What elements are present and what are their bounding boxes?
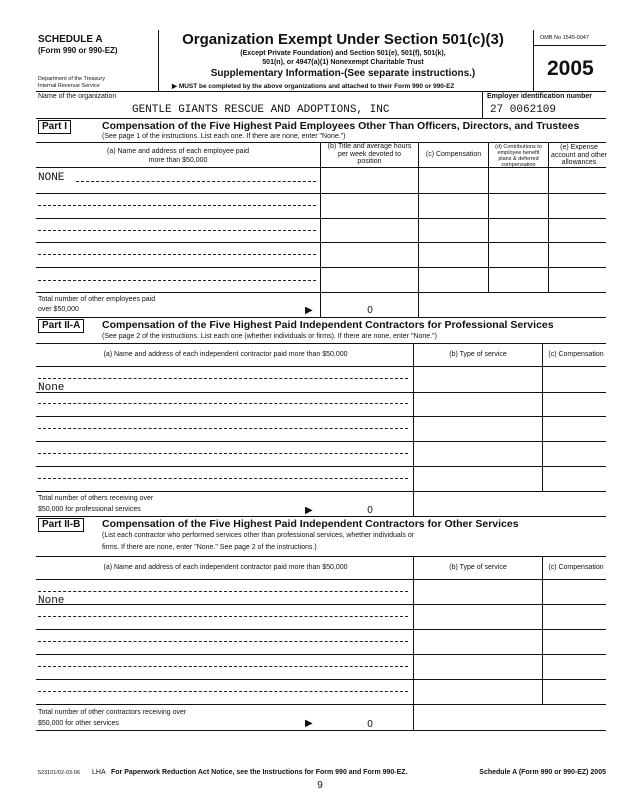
- part-iia-total-value: 0: [367, 505, 373, 516]
- form-title: Organization Exempt Under Section 501(c)(3): [182, 31, 504, 48]
- part-iia-col-a-header: (a) Name and address of each independent contractor paid more than $50,000: [103, 351, 348, 358]
- part-i-tag: Part I: [38, 120, 71, 134]
- part-i-col-e-header: (e) Expense account and other allowances: [550, 144, 608, 166]
- part-iia-total-label-2: $50,000 for professional services: [38, 506, 141, 513]
- footer-code: 523101/02-03-06: [38, 770, 80, 776]
- part-iib-tag: Part II-B: [38, 518, 84, 532]
- part-iib-total-label-1: Total number of other contractors receiving over: [38, 709, 187, 716]
- part-i-col-b-header: (b) Title and average hours per week devoted to position: [327, 143, 412, 165]
- part-i-total-label-1: Total number of other employees paid: [38, 296, 156, 303]
- schedule-label: SCHEDULE A: [38, 34, 103, 45]
- page-number: 9: [317, 780, 323, 791]
- subtitle-line-1: (Except Private Foundation) and Section 501(e), 501(f), 501(k),: [240, 50, 446, 57]
- part-iia-tag: Part II-A: [38, 319, 84, 333]
- part-iib-col-b-header: (b) Type of service: [449, 564, 507, 571]
- omb-number: OMB No 1545-0047: [540, 35, 589, 41]
- org-name: GENTLE GIANTS RESCUE AND ADOPTIONS, INC: [132, 104, 390, 116]
- footer-notice: For Paperwork Reduction Act Notice, see the Instructions for Form 990 and Form 990-EZ.: [111, 769, 408, 776]
- part-i-col-d-header: (d) Contributions to employee benefit plans & deferred compensation: [495, 144, 542, 168]
- part-iib-total-value: 0: [367, 719, 373, 730]
- part-iia-entry: None: [38, 382, 65, 394]
- part-iib-title: Compensation of the Five Highest Paid Independent Contractors for Other Services: [102, 518, 519, 530]
- subtitle-line-2: 501(n), or 4947(a)(1) Nonexempt Charitable Trust: [262, 59, 424, 66]
- tax-year: 2005: [547, 57, 594, 80]
- arrow-right-icon: ▶: [305, 305, 313, 316]
- subtitle-line-4: ▶ MUST be completed by the above organizations and attached to their Form 990 or 990-EZ: [172, 83, 455, 90]
- part-iib-col-a-header: (a) Name and address of each independent contractor paid more than $50,000: [103, 564, 348, 571]
- footer-lha: LHA: [92, 769, 106, 776]
- arrow-right-icon: ▶: [172, 83, 177, 90]
- ein-label: Employer identification number: [487, 93, 593, 100]
- part-i-col-c-header: (c) Compensation: [425, 151, 482, 158]
- arrow-right-icon: ▶: [305, 718, 313, 729]
- form-reference: (Form 990 or 990-EZ): [38, 46, 118, 55]
- part-iia-title: Compensation of the Five Highest Paid Independent Contractors for Professional Services: [102, 319, 554, 331]
- part-iia-col-c-header: (c) Compensation: [548, 351, 604, 358]
- part-iib-total-label-2: $50,000 for other services: [38, 720, 119, 727]
- part-iib-entry: None: [38, 595, 65, 607]
- ein-value: 27 0062109: [490, 104, 557, 116]
- part-i-total-value: 0: [367, 305, 373, 316]
- part-i-total-label-2: over $50,000: [38, 306, 79, 313]
- department-label: Department of the Treasury: [38, 76, 105, 82]
- part-iib-note-2: firms. If there are none, enter "None." See page 2 of the instructions.): [102, 544, 317, 551]
- irs-label: Internal Revenue Service: [38, 83, 100, 89]
- part-iia-total-label-1: Total number of others receiving over: [38, 495, 154, 502]
- subtitle-line-3: Supplementary Information-(See separate instructions.): [210, 68, 476, 79]
- part-i-entry: NONE: [38, 172, 65, 184]
- footer-form: Schedule A (Form 990 or 990-EZ) 2005: [479, 769, 606, 776]
- part-i-note: (See page 1 of the instructions. List each one. If there are none, enter "None."): [102, 133, 346, 140]
- part-iib-col-c-header: (c) Compensation: [548, 564, 604, 571]
- part-i-title: Compensation of the Five Highest Paid Employees Other Than Officers, Directors, and Trustees: [102, 120, 580, 132]
- arrow-right-icon: ▶: [305, 505, 313, 516]
- part-iia-note: (See page 2 of the instructions. List each one (whether individuals or firms). If there are none, enter "None."): [102, 333, 437, 340]
- org-name-label: Name of the organization: [38, 93, 117, 100]
- part-iia-col-b-header: (b) Type of service: [449, 351, 507, 358]
- part-iib-note-1: (List each contractor who performed services other than professional services, whether individuals or: [102, 532, 415, 539]
- part-i-col-a-header: (a) Name and address of each employee paid more than $50,000: [106, 148, 250, 164]
